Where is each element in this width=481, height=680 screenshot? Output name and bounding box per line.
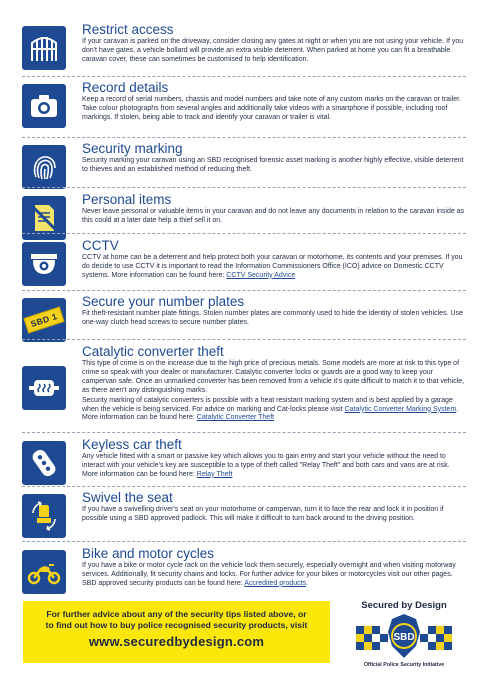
divider	[22, 137, 466, 138]
cctv-security-advice-link[interactable]: CCTV Security Advice	[226, 271, 296, 279]
catalytic-marking-link[interactable]: Catalytic Converter Marking System	[344, 405, 457, 413]
section-title: Security marking	[82, 141, 183, 156]
section-text: If you have a swivelling driver's seat on your motorhome or campervan, turn it to face the rear and lock it in position if possible using a SBD approved padlock. This will make it difficult to turn back around to the driving position.	[82, 506, 444, 522]
camera-icon	[22, 84, 66, 128]
checkered-badge-icon	[354, 612, 454, 662]
footer-line-1: For further advice about any of the security tips listed above, or	[46, 609, 307, 619]
relay-theft-link[interactable]: Relay Theft	[196, 470, 233, 478]
section-title: Bike and motor cycles	[82, 546, 215, 561]
motorcycle-icon	[22, 550, 66, 594]
section-text: Security marking your caravan using an SBD recognised forensic asset marking is another highly effective, visible deterrent to thieves and an established method of reducing theft.	[82, 157, 464, 173]
section-title: Secure your number plates	[82, 294, 245, 309]
section-title: Swivel the seat	[82, 490, 173, 505]
section-title: Keyless car theft	[82, 437, 182, 452]
divider	[22, 432, 466, 433]
section-text: If you have a bike or motor cycle rack on the vehicle lock them securely, especially overnight and when visiting motorway services. Additionally, fit security chains and locks. For further advice for your bikes or motorcycles visit our other pages. SBD approved security products can be found here: Accredited products.	[82, 562, 456, 587]
section-title: Record details	[82, 80, 169, 95]
divider	[22, 233, 466, 234]
website-link[interactable]: www.securedbydesign.com	[88, 634, 265, 649]
catalytic-theft-link[interactable]: Catalytic Converter Theft	[196, 414, 275, 422]
section-text: Never leave personal or valuable items in your caravan and do not leave any documents in relation to the caravan inside as this could at a later date help a thief sell it on.	[82, 208, 465, 224]
secured-by-design-logo	[344, 600, 464, 670]
car-key-fob-icon	[22, 441, 66, 485]
divider	[22, 76, 466, 77]
gate-icon	[22, 26, 66, 70]
catalytic-converter-icon	[22, 366, 66, 410]
fingerprint-icon	[22, 145, 66, 189]
logo-tagline: Official Police Security Initiative	[363, 662, 445, 668]
divider	[22, 187, 466, 188]
divider	[22, 290, 466, 291]
section-text: If your caravan is parked on the driveway, consider closing any gates at night or when you are not using your vehicle. If you don't have gates, a vehicle bollard will provide an extra visible deterrent. When parked at home you can fit a breathable caravan cover, these can sometimes be customised to help identification.	[82, 38, 464, 63]
logo-brand: Secured by Design	[361, 600, 447, 611]
cctv-camera-icon	[22, 242, 66, 286]
section-title: Restrict access	[82, 22, 174, 37]
section-title: CCTV	[82, 238, 119, 253]
section-text: Any vehicle fitted with a smart or passive key which allows you to gain entry and start your vehicle without the need to interact with your vehicle's key are susceptible to a type of theft called "Relay Theft" and both cars and vans are at risk. More information can be found here: Relay Theft	[82, 453, 450, 478]
section-text: This type of crime is on the increase due to the high price of precious metals. Some models are more at risk to this type of crime so speak with your dealer or manufacturer. Catalytic converter locks or guards are a good way to keep your campervan safe. Once an unmarked converter has been removed from a vehicle it's quite difficult to match it to that vehicle, as there aren't any distinguishing marks.	[82, 360, 465, 394]
number-plate-icon	[22, 298, 66, 342]
footer-advice-box	[23, 601, 330, 663]
divider	[22, 339, 466, 340]
accredited-products-link[interactable]: Accredited products	[244, 579, 307, 587]
section-text: Keep a record of serial numbers, chassis and model numbers and take note of any custom marks on the caravan or trailer. Take colour photographs from several angles and additionally take videos with a smartphone if possible, including roof markings. If stolen, being able to track and identify your caravan or trailer is vital.	[82, 96, 461, 121]
section-title: Personal items	[82, 192, 172, 207]
section-text: Fit theft-resistant number plate fittings. Stolen number plates are commonly used to hide the identity of stolen vehicles. Use one-way clutch head screws to secure number plates.	[82, 310, 463, 326]
section-title: Catalytic converter theft	[82, 344, 224, 359]
divider	[22, 486, 466, 487]
footer-line-2: to find out how to buy police recognised security products, visit	[45, 620, 308, 630]
divider	[22, 541, 466, 542]
section-text-2: Security marking of catalytic converters is possible with a heat resistant marking system and is best applied by a garage when the vehicle is being serviced. For advice on marking and Cat-locks please visit Catalytic Converter Marking System. More information can be found here: Catalytic Converter Theft	[82, 396, 459, 422]
section-text: CCTV at home can be a deterrent and help protect both your caravan or motorhome, its contents and your premises. If you do decide to use CCTV it is important to read the Information Commissioners Office (ICO) advice on Domestic CCTV systems. More information can be found here: CCTV Security Advice	[82, 254, 463, 279]
plate-text: SBD 1	[29, 310, 59, 330]
swivel-seat-icon	[22, 494, 66, 538]
logo-badge-text: SBD	[393, 632, 415, 643]
